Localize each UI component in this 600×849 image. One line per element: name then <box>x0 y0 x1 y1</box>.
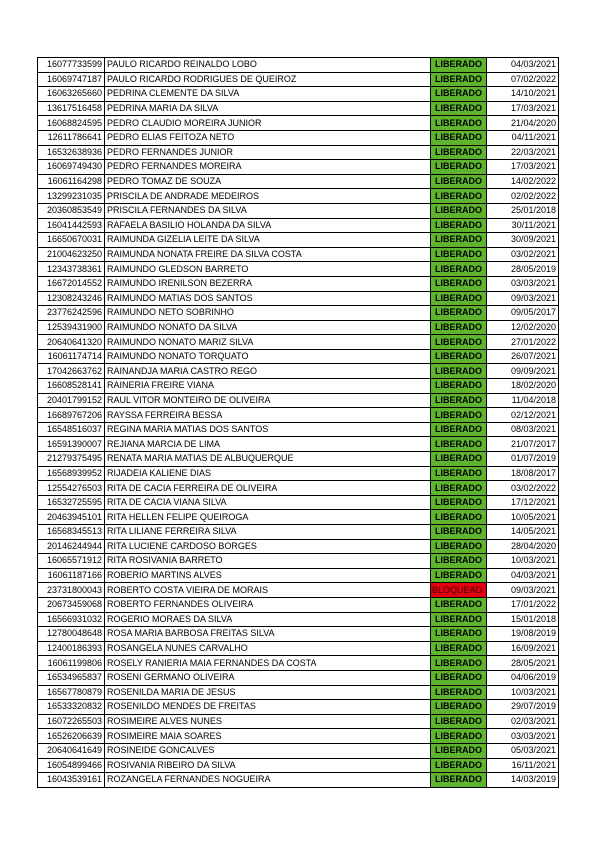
table-row <box>38 408 559 423</box>
name-cell: ROSIMEIRE ALVES NUNES <box>105 714 431 729</box>
name-cell: PAULO RICARDO RODRIGUES DE QUEIROZ <box>105 72 431 87</box>
status-badge: LIBERADO <box>431 335 487 350</box>
date-cell: 18/02/2020 <box>487 379 559 394</box>
name-cell: ROSENILDA MARIA DE JESUS <box>105 685 431 700</box>
name-cell: ROSELY RANIERIA MAIA FERNANDES DA COSTA <box>105 656 431 671</box>
table-row <box>38 393 559 408</box>
status-badge: LIBERADO <box>431 291 487 306</box>
table-row <box>38 568 559 583</box>
id-cell: 16532725595 <box>38 495 105 510</box>
date-cell: 19/08/2019 <box>487 627 559 642</box>
name-cell: PRISCILA FERNANDES DA SILVA <box>105 203 431 218</box>
status-badge: LIBERADO <box>431 320 487 335</box>
status-badge: LIBERADO <box>431 87 487 102</box>
beneficiary-table <box>37 57 559 788</box>
id-cell: 20463945101 <box>38 510 105 525</box>
table-row <box>38 685 559 700</box>
name-cell: RAIMUNDA GIZELIA LEITE DA SILVA <box>105 233 431 248</box>
status-badge: LIBERADO <box>431 758 487 773</box>
status-badge: LIBERADO <box>431 101 487 116</box>
date-cell: 21/04/2020 <box>487 116 559 131</box>
id-cell: 21004623250 <box>38 247 105 262</box>
name-cell: PAULO RICARDO REINALDO LOBO <box>105 58 431 73</box>
name-cell: RITA DE CACIA FERREIRA DE OLIVEIRA <box>105 481 431 496</box>
table-row <box>38 597 559 612</box>
status-badge: LIBERADO <box>431 641 487 656</box>
name-cell: ROSIMEIRE MAIA SOARES <box>105 729 431 744</box>
status-badge: LIBERADO <box>431 773 487 788</box>
date-cell: 04/06/2019 <box>487 670 559 685</box>
id-cell: 16061199806 <box>38 656 105 671</box>
status-badge: LIBERADO <box>431 656 487 671</box>
date-cell: 16/09/2021 <box>487 641 559 656</box>
date-cell: 14/05/2021 <box>487 525 559 540</box>
date-cell: 28/05/2021 <box>487 656 559 671</box>
status-badge: LIBERADO <box>431 218 487 233</box>
table-row <box>38 364 559 379</box>
name-cell: PEDRO ELIAS FEITOZA NETO <box>105 130 431 145</box>
date-cell: 17/12/2021 <box>487 495 559 510</box>
id-cell: 16061164298 <box>38 174 105 189</box>
status-badge: LIBERADO <box>431 627 487 642</box>
id-cell: 16068824595 <box>38 116 105 131</box>
status-badge: LIBERADO <box>431 685 487 700</box>
date-cell: 04/11/2021 <box>487 130 559 145</box>
id-cell: 16069747187 <box>38 72 105 87</box>
id-cell: 16063265660 <box>38 87 105 102</box>
status-badge: LIBERADO <box>431 525 487 540</box>
status-badge: LIBERADO <box>431 145 487 160</box>
id-cell: 12554276503 <box>38 481 105 496</box>
date-cell: 14/03/2019 <box>487 773 559 788</box>
table-row <box>38 306 559 321</box>
table-row <box>38 422 559 437</box>
table-row <box>38 773 559 788</box>
status-badge: LIBERADO <box>431 72 487 87</box>
name-cell: PEDRO FERNANDES JUNIOR <box>105 145 431 160</box>
status-badge: LIBERADO <box>431 189 487 204</box>
name-cell: ROGERIO MORAES DA SILVA <box>105 612 431 627</box>
id-cell: 16043539161 <box>38 773 105 788</box>
date-cell: 18/08/2017 <box>487 466 559 481</box>
id-cell: 16054899466 <box>38 758 105 773</box>
id-cell: 16591390007 <box>38 437 105 452</box>
table-row <box>38 670 559 685</box>
date-cell: 05/03/2021 <box>487 743 559 758</box>
name-cell: RAIMUNDO NONATO DA SILVA <box>105 320 431 335</box>
table-row <box>38 627 559 642</box>
date-cell: 04/03/2021 <box>487 58 559 73</box>
table-row <box>38 247 559 262</box>
name-cell: RITA LILIANE FERREIRA SILVA <box>105 525 431 540</box>
date-cell: 28/05/2019 <box>487 262 559 277</box>
table-row <box>38 481 559 496</box>
table-row <box>38 452 559 467</box>
date-cell: 10/03/2021 <box>487 685 559 700</box>
date-cell: 09/05/2017 <box>487 306 559 321</box>
table-body <box>38 58 559 788</box>
date-cell: 03/03/2021 <box>487 276 559 291</box>
id-cell: 16072265503 <box>38 714 105 729</box>
name-cell: RAIMUNDO MATIAS DOS SANTOS <box>105 291 431 306</box>
status-badge: LIBERADO <box>431 495 487 510</box>
date-cell: 07/02/2022 <box>487 72 559 87</box>
status-badge: LIBERADO <box>431 466 487 481</box>
name-cell: ROBERIO MARTINS ALVES <box>105 568 431 583</box>
table-row <box>38 612 559 627</box>
name-cell: ROSIVANIA RIBEIRO DA SILVA <box>105 758 431 773</box>
date-cell: 17/01/2022 <box>487 597 559 612</box>
name-cell: REGINA MARIA MATIAS DOS SANTOS <box>105 422 431 437</box>
date-cell: 10/05/2021 <box>487 510 559 525</box>
id-cell: 20673459068 <box>38 597 105 612</box>
name-cell: RAIMUNDO GLEDSON BARRETO <box>105 262 431 277</box>
date-cell: 14/10/2021 <box>487 87 559 102</box>
id-cell: 16061187166 <box>38 568 105 583</box>
table-row <box>38 145 559 160</box>
status-badge: LIBERADO <box>431 422 487 437</box>
date-cell: 21/07/2017 <box>487 437 559 452</box>
id-cell: 16567780879 <box>38 685 105 700</box>
status-badge: LIBERADO <box>431 276 487 291</box>
status-badge: BLOQUEAD <box>431 583 487 598</box>
id-cell: 16568939952 <box>38 466 105 481</box>
status-badge: LIBERADO <box>431 306 487 321</box>
date-cell: 02/03/2021 <box>487 714 559 729</box>
table-row <box>38 174 559 189</box>
name-cell: PEDRINA CLEMENTE DA SILVA <box>105 87 431 102</box>
date-cell: 03/03/2021 <box>487 729 559 744</box>
date-cell: 14/02/2022 <box>487 174 559 189</box>
id-cell: 16532638936 <box>38 145 105 160</box>
id-cell: 16534965837 <box>38 670 105 685</box>
date-cell: 11/04/2018 <box>487 393 559 408</box>
status-badge: LIBERADO <box>431 510 487 525</box>
status-badge: LIBERADO <box>431 233 487 248</box>
date-cell: 15/01/2018 <box>487 612 559 627</box>
id-cell: 23776242596 <box>38 306 105 321</box>
id-cell: 12343738361 <box>38 262 105 277</box>
table-row <box>38 87 559 102</box>
id-cell: 16065571912 <box>38 554 105 569</box>
id-cell: 16526206639 <box>38 729 105 744</box>
status-badge: LIBERADO <box>431 160 487 175</box>
name-cell: RAUL VITOR MONTEIRO DE OLIVEIRA <box>105 393 431 408</box>
name-cell: RAIMUNDO IRENILSON BEZERRA <box>105 276 431 291</box>
date-cell: 12/02/2020 <box>487 320 559 335</box>
name-cell: RAYSSA FERREIRA BESSA <box>105 408 431 423</box>
table-row <box>38 525 559 540</box>
status-badge: LIBERADO <box>431 247 487 262</box>
table-row <box>38 58 559 73</box>
table-row <box>38 335 559 350</box>
name-cell: RIJADEIA KALIENE DIAS <box>105 466 431 481</box>
table-row <box>38 160 559 175</box>
id-cell: 20640641320 <box>38 335 105 350</box>
table-row <box>38 72 559 87</box>
table-row <box>38 349 559 364</box>
id-cell: 16672014552 <box>38 276 105 291</box>
name-cell: RAFAELA BASILIO HOLANDA DA SILVA <box>105 218 431 233</box>
id-cell: 16041442593 <box>38 218 105 233</box>
id-cell: 20640641649 <box>38 743 105 758</box>
table-row <box>38 116 559 131</box>
table-row <box>38 539 559 554</box>
table-row <box>38 130 559 145</box>
status-badge: LIBERADO <box>431 597 487 612</box>
date-cell: 02/02/2022 <box>487 189 559 204</box>
date-cell: 03/02/2022 <box>487 481 559 496</box>
name-cell: PEDRO CLAUDIO MOREIRA JUNIOR <box>105 116 431 131</box>
name-cell: RITA DE CACIA VIANA SILVA <box>105 495 431 510</box>
date-cell: 28/04/2020 <box>487 539 559 554</box>
status-badge: LIBERADO <box>431 203 487 218</box>
date-cell: 22/03/2021 <box>487 145 559 160</box>
id-cell: 13617516458 <box>38 101 105 116</box>
date-cell: 10/03/2021 <box>487 554 559 569</box>
date-cell: 01/07/2019 <box>487 452 559 467</box>
name-cell: PEDRO FERNANDES MOREIRA <box>105 160 431 175</box>
date-cell: 30/11/2021 <box>487 218 559 233</box>
date-cell: 29/07/2019 <box>487 700 559 715</box>
id-cell: 20401799152 <box>38 393 105 408</box>
table-row <box>38 554 559 569</box>
id-cell: 12780048648 <box>38 627 105 642</box>
id-cell: 21279375495 <box>38 452 105 467</box>
status-badge: LIBERADO <box>431 539 487 554</box>
table-row <box>38 743 559 758</box>
status-badge: LIBERADO <box>431 262 487 277</box>
id-cell: 16568345513 <box>38 525 105 540</box>
id-cell: 16650670031 <box>38 233 105 248</box>
date-cell: 16/11/2021 <box>487 758 559 773</box>
table-row <box>38 714 559 729</box>
date-cell: 09/03/2021 <box>487 583 559 598</box>
name-cell: PEDRINA MARIA DA SILVA <box>105 101 431 116</box>
table-row <box>38 101 559 116</box>
status-badge: LIBERADO <box>431 116 487 131</box>
name-cell: REJIANA MARCIA DE LIMA <box>105 437 431 452</box>
name-cell: ROSANGELA NUNES CARVALHO <box>105 641 431 656</box>
status-badge: LIBERADO <box>431 714 487 729</box>
date-cell: 02/12/2021 <box>487 408 559 423</box>
date-cell: 09/03/2021 <box>487 291 559 306</box>
table-row <box>38 758 559 773</box>
name-cell: RAIMUNDO NONATO MARIZ SILVA <box>105 335 431 350</box>
status-badge: LIBERADO <box>431 612 487 627</box>
id-cell: 16533320832 <box>38 700 105 715</box>
id-cell: 16077733599 <box>38 58 105 73</box>
name-cell: RITA ROSIVANIA BARRETO <box>105 554 431 569</box>
status-badge: LIBERADO <box>431 729 487 744</box>
status-badge: LIBERADO <box>431 700 487 715</box>
date-cell: 17/03/2021 <box>487 101 559 116</box>
name-cell: RAINANDJA MARIA CASTRO REGO <box>105 364 431 379</box>
table-row <box>38 583 559 598</box>
id-cell: 16689767206 <box>38 408 105 423</box>
table-row <box>38 320 559 335</box>
id-cell: 16608528141 <box>38 379 105 394</box>
status-badge: LIBERADO <box>431 408 487 423</box>
table-row <box>38 729 559 744</box>
name-cell: PEDRO TOMAZ DE SOUZA <box>105 174 431 189</box>
name-cell: ROBERTO FERNANDES OLIVEIRA <box>105 597 431 612</box>
date-cell: 26/07/2021 <box>487 349 559 364</box>
name-cell: ROZANGELA FERNANDES NOGUEIRA <box>105 773 431 788</box>
id-cell: 12611786641 <box>38 130 105 145</box>
date-cell: 08/03/2021 <box>487 422 559 437</box>
name-cell: ROSINEIDE GONCALVES <box>105 743 431 758</box>
table-row <box>38 641 559 656</box>
id-cell: 12400186393 <box>38 641 105 656</box>
table-row <box>38 510 559 525</box>
table-row <box>38 276 559 291</box>
status-badge: LIBERADO <box>431 452 487 467</box>
name-cell: ROSENI GERMANO OLIVEIRA <box>105 670 431 685</box>
table-row <box>38 233 559 248</box>
name-cell: RAIMUNDO NONATO TORQUATO <box>105 349 431 364</box>
date-cell: 27/01/2022 <box>487 335 559 350</box>
status-badge: LIBERADO <box>431 554 487 569</box>
table-row <box>38 495 559 510</box>
id-cell: 12539431900 <box>38 320 105 335</box>
table-row <box>38 700 559 715</box>
id-cell: 16566931032 <box>38 612 105 627</box>
id-cell: 16548516037 <box>38 422 105 437</box>
name-cell: ROSA MARIA BARBOSA FREITAS SILVA <box>105 627 431 642</box>
id-cell: 20146244944 <box>38 539 105 554</box>
status-badge: LIBERADO <box>431 568 487 583</box>
name-cell: RENATA MARIA MATIAS DE ALBUQUERQUE <box>105 452 431 467</box>
table-row <box>38 379 559 394</box>
id-cell: 16069749430 <box>38 160 105 175</box>
date-cell: 25/01/2018 <box>487 203 559 218</box>
id-cell: 23731800043 <box>38 583 105 598</box>
id-cell: 17042663762 <box>38 364 105 379</box>
id-cell: 12308243246 <box>38 291 105 306</box>
table-row <box>38 466 559 481</box>
table-row <box>38 656 559 671</box>
status-badge: LIBERADO <box>431 58 487 73</box>
id-cell: 20360853549 <box>38 203 105 218</box>
table-row <box>38 218 559 233</box>
status-badge: LIBERADO <box>431 364 487 379</box>
status-badge: LIBERADO <box>431 437 487 452</box>
table-row <box>38 189 559 204</box>
table-row <box>38 262 559 277</box>
date-cell: 17/03/2021 <box>487 160 559 175</box>
name-cell: RAIMUNDO NETO SOBRINHO <box>105 306 431 321</box>
table-row <box>38 291 559 306</box>
status-badge: LIBERADO <box>431 379 487 394</box>
name-cell: ROSENILDO MENDES DE FREITAS <box>105 700 431 715</box>
status-badge: LIBERADO <box>431 349 487 364</box>
id-cell: 16061174714 <box>38 349 105 364</box>
status-badge: LIBERADO <box>431 743 487 758</box>
table-row <box>38 203 559 218</box>
date-cell: 03/02/2021 <box>487 247 559 262</box>
name-cell: RITA HELLEN FELIPE QUEIROGA <box>105 510 431 525</box>
name-cell: ROBERTO COSTA VIEIRA DE MORAIS <box>105 583 431 598</box>
date-cell: 09/09/2021 <box>487 364 559 379</box>
status-badge: LIBERADO <box>431 174 487 189</box>
status-badge: LIBERADO <box>431 393 487 408</box>
id-cell: 13299231035 <box>38 189 105 204</box>
status-badge: LIBERADO <box>431 130 487 145</box>
date-cell: 04/03/2021 <box>487 568 559 583</box>
date-cell: 30/09/2021 <box>487 233 559 248</box>
name-cell: RAIMUNDA NONATA FREIRE DA SILVA COSTA <box>105 247 431 262</box>
status-badge: LIBERADO <box>431 670 487 685</box>
name-cell: RAINERIA FREIRE VIANA <box>105 379 431 394</box>
status-badge: LIBERADO <box>431 481 487 496</box>
name-cell: PRISCILA DE ANDRADE MEDEIROS <box>105 189 431 204</box>
name-cell: RITA LUCIENE CARDOSO BORGES <box>105 539 431 554</box>
table-row <box>38 437 559 452</box>
